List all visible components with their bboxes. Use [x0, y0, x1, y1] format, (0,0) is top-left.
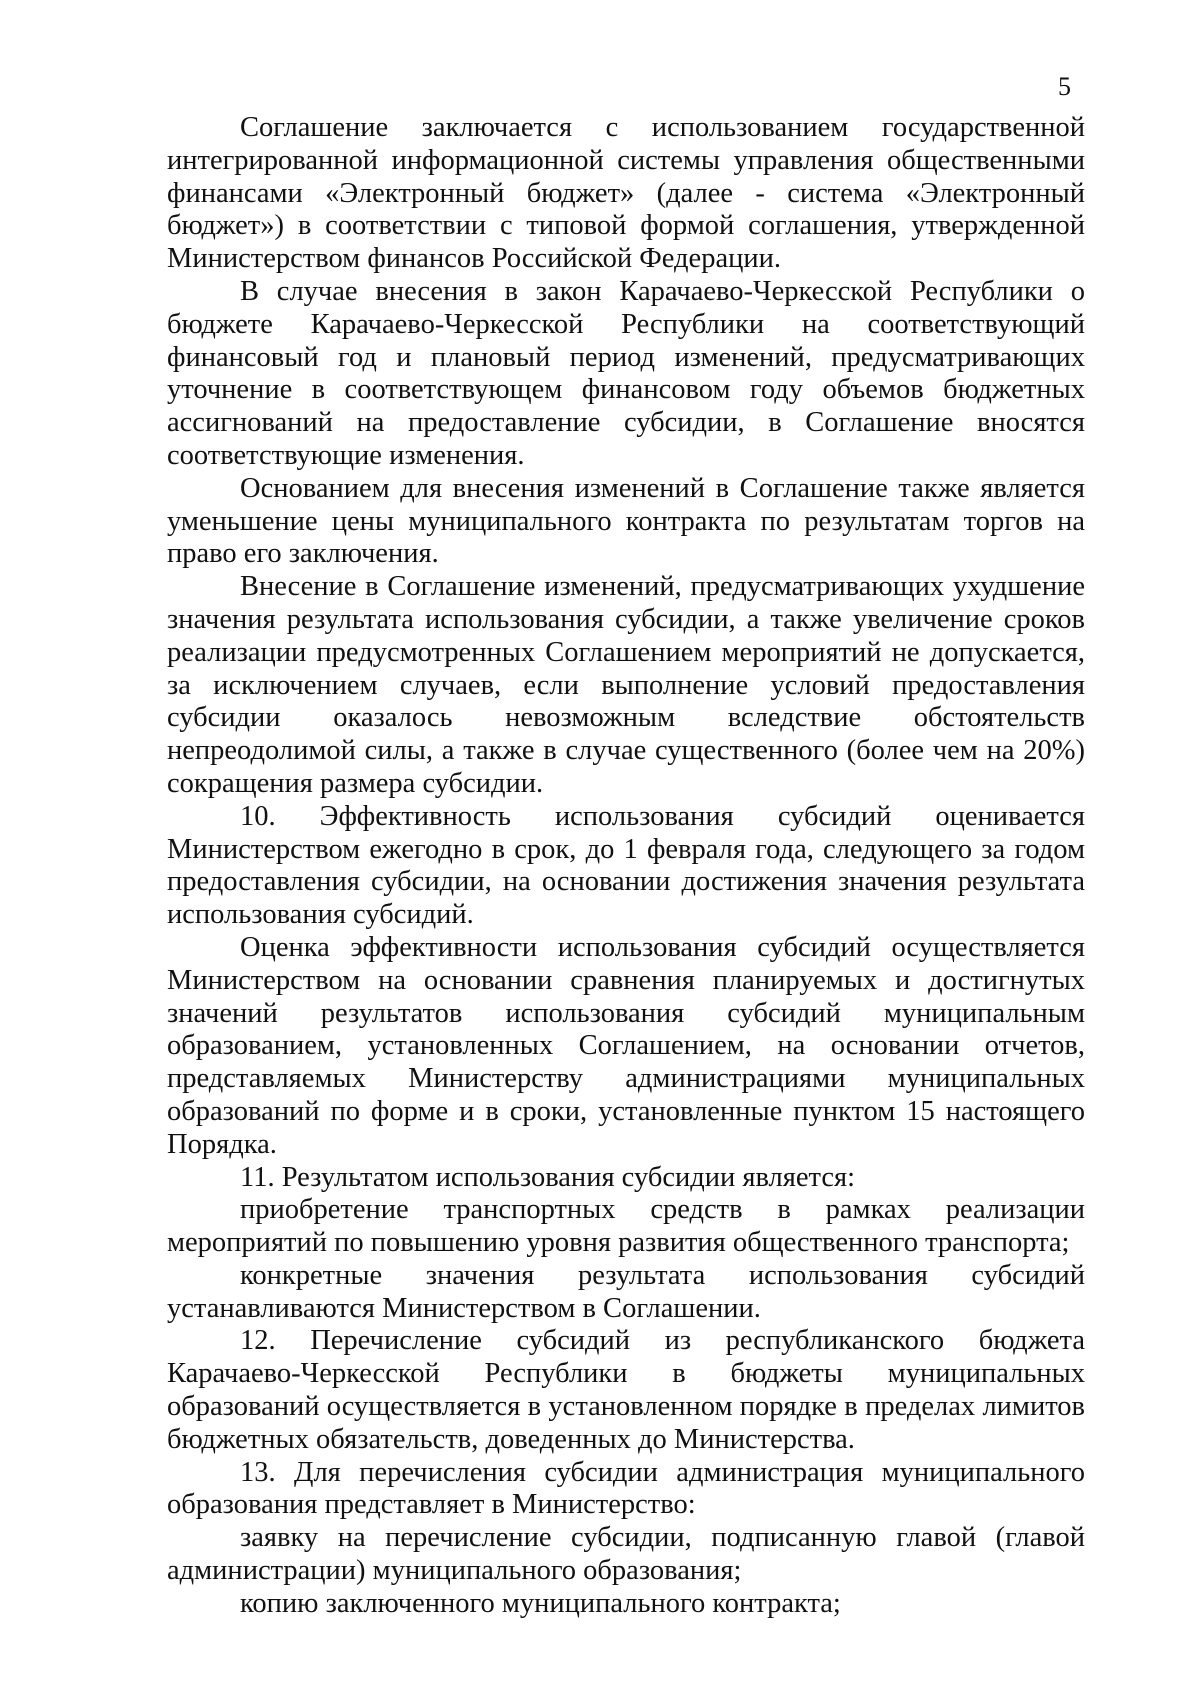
page-number: 5 — [1058, 72, 1071, 101]
paragraph-transfer-request: заявку на перечисление субсидии, подписанную главой (главой администрации) муниципального образования; — [167, 1522, 1085, 1587]
paragraph-item-13: 13. Для перечисления субсидии администрация муниципального образования представляет в Министерство: — [167, 1456, 1085, 1521]
paragraph-item-10: 10. Эффективность использования субсидий оценивается Министерством ежегодно в срок, до 1 февраля года, следующего за годом предоставления субсидии, на основании достижения значения результата использования субсидий. — [167, 800, 1085, 931]
paragraph-item-11: 11. Результатом использования субсидии является: — [240, 1161, 856, 1193]
paragraph-efficiency-evaluation: Оценка эффективности использования субсидий осуществляется Министерством на основании сравнения планируемых и достигнутых значений результатов использования субсидий муниципальным образованием, установленных Соглашением, на основании отчетов, представляемых Министерству администрациями муниципальных образований по форме и в сроки, установленные пунктом 15 настоящего Порядка. — [167, 931, 1085, 1160]
paragraph-contract-copy: копию заключенного муниципального контракта; — [240, 1587, 841, 1619]
paragraph-changes-not-allowed: Внесение в Соглашение изменений, предусматривающих ухудшение значения результата использования субсидии, а также увеличение сроков реализации предусмотренных Соглашением мероприятий не допускается, за исключением случаев, если выполнение условий предоставления субсидии оказалось невозможным вследствие обстоятельств непреодолимой силы, а также в случае существенного (более чем на 20%) сокращения размера субсидии. — [167, 571, 1085, 799]
paragraph-budget-law-changes: В случае внесения в закон Карачаево-Черкесской Республики о бюджете Карачаево-Черкесской Республики на соответствующий финансовый год и плановый период изменений, предусматривающих уточнение в соответствующем финансовом году объемов бюджетных ассигнований на предоставление субсидии, в Соглашение вносятся соответствующие изменения. — [167, 275, 1085, 471]
paragraph-vehicle-purchase: приобретение транспортных средств в рамках реализации мероприятий по повышению уровня развития общественного транспорта; — [167, 1194, 1085, 1259]
paragraph-agreement-system: Соглашение заключается с использованием государственной интегрированной информационной системы управления общественными финансами «Электронный бюджет» (далее - система «Электронный бюджет») в соответствии с типовой формой соглашения, утвержденной Министерством финансов Российской Федерации. — [167, 112, 1085, 275]
paragraph-contract-price-reduction: Основанием для внесения изменений в Соглашение также является уменьшение цены муниципального контракта по результатам торгов на право его заключения. — [167, 472, 1085, 570]
document-body — [167, 112, 1085, 1621]
paragraph-item-12: 12. Перечисление субсидий из республиканского бюджета Карачаево-Черкесской Республики в бюджеты муниципальных образований осуществляется в установленном порядке в пределах лимитов бюджетных обязательств, доведенных до Министерства. — [167, 1325, 1085, 1455]
paragraph-result-values: конкретные значения результата использования субсидий устанавливаются Министерством в Соглашении. — [167, 1259, 1085, 1324]
